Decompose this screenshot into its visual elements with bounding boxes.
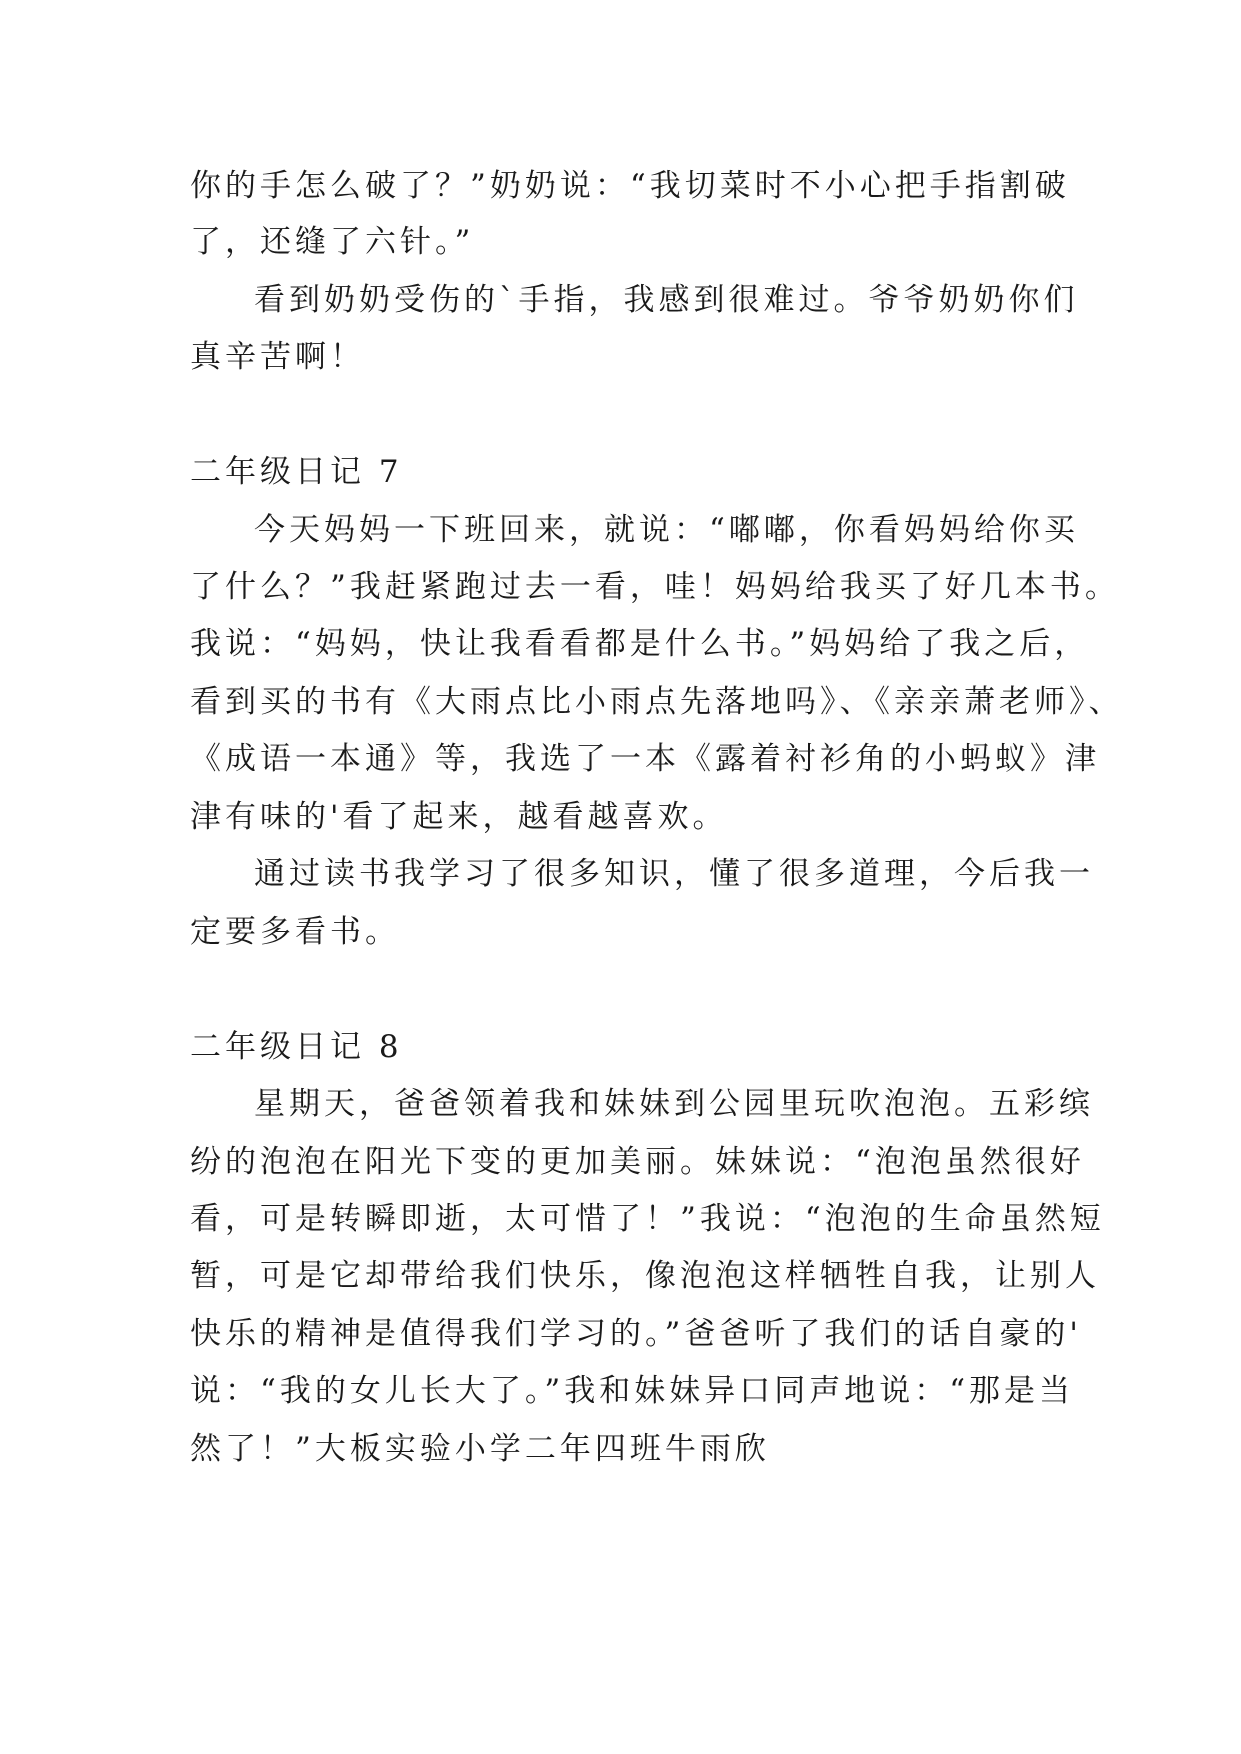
paragraph-line: 暂，可是它却带给我们快乐，像泡泡这样牺牲自我，让别人	[190, 1258, 1100, 1294]
paragraph-line: 了，还缝了六针。”	[190, 224, 475, 260]
paragraph-line: 看到奶奶受伤的`手指，我感到很难过。爷爷奶奶你们	[254, 282, 1079, 318]
paragraph-line: 真辛苦啊！	[190, 339, 365, 375]
paragraph-line: 星期天，爸爸领着我和妹妹到公园里玩吹泡泡。五彩缤	[254, 1086, 1094, 1122]
paragraph-line: 说：“我的女儿长大了。”我和妹妹异口同声地说：“那是当	[190, 1373, 1075, 1409]
paragraph-line: 今天妈妈一下班回来，就说：“嘟嘟，你看妈妈给你买	[254, 512, 1079, 548]
paragraph-line: 你的手怎么破了？”奶奶说：“我切菜时不小心把手指割破	[190, 168, 1070, 204]
diary-heading: 二年级日记 8	[190, 1029, 403, 1065]
paragraph-line: 津有味的'看了起来，越看越喜欢。	[190, 799, 728, 835]
paragraph-line: 了什么？”我赶紧跑过去一看，哇！妈妈给我买了好几本书。	[190, 569, 1120, 605]
paragraph-line: 《成语一本通》等，我选了一本《露着衬衫角的小蚂蚁》津	[190, 741, 1100, 777]
diary-heading: 二年级日记 7	[190, 454, 403, 490]
paragraph-line: 快乐的精神是值得我们学习的。”爸爸听了我们的话自豪的'	[190, 1316, 1082, 1352]
paragraph-line: 定要多看书。	[190, 914, 400, 950]
paragraph-line: 然了！”大板实验小学二年四班牛雨欣	[190, 1431, 770, 1467]
paragraph-line: 我说：“妈妈，快让我看看都是什么书。”妈妈给了我之后，	[190, 626, 1090, 662]
paragraph-line: 看，可是转瞬即逝，太可惜了！”我说：“泡泡的生命虽然短	[190, 1201, 1105, 1237]
paragraph-line: 纷的泡泡在阳光下变的更加美丽。妹妹说：“泡泡虽然很好	[190, 1144, 1085, 1180]
paragraph-line: 看到买的书有《大雨点比小雨点先落地吗》、《亲亲萧老师》、	[190, 684, 1124, 720]
paragraph-line: 通过读书我学习了很多知识，懂了很多道理，今后我一	[254, 856, 1094, 892]
